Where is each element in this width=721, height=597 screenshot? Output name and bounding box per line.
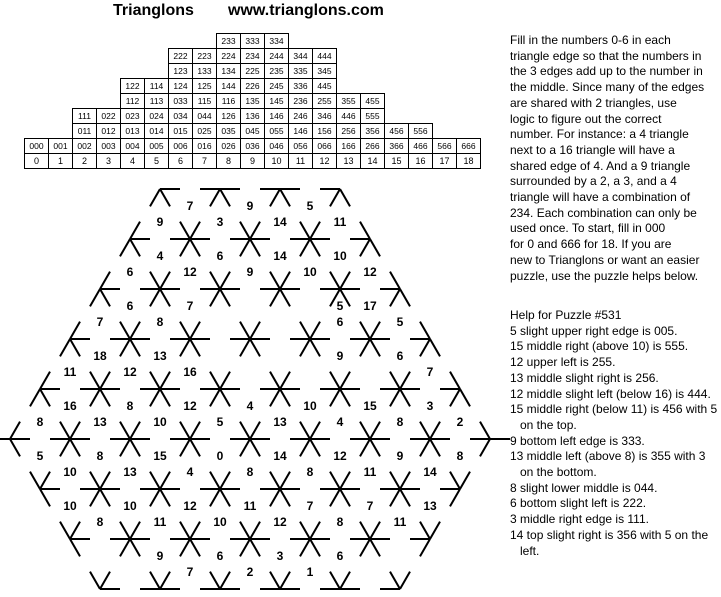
sum-cell: 4 — [121, 154, 145, 169]
help-item: 15 middle right (above 10) is 555. — [510, 339, 689, 354]
combo-cell: 014 — [145, 124, 169, 139]
lattice-node — [30, 372, 60, 407]
combo-cell: 012 — [97, 124, 121, 139]
lattice-node — [200, 189, 240, 206]
lattice-node — [230, 222, 270, 257]
lattice-node — [140, 572, 180, 589]
lattice-node — [320, 572, 360, 589]
lattice-node — [410, 522, 440, 557]
triangle-number[interactable]: 11 — [393, 515, 407, 529]
triangle-number[interactable]: 8 — [96, 515, 104, 529]
lattice-node — [380, 372, 420, 407]
triangle-number[interactable]: 12 — [123, 365, 137, 379]
help-item: 12 upper left is 255. — [510, 355, 616, 370]
help-title: Help for Puzzle #531 — [510, 308, 622, 322]
triangle-number[interactable]: 4 — [186, 465, 194, 479]
lattice-node — [80, 372, 120, 407]
combo-cell: 004 — [121, 139, 145, 154]
combo-cell: 000 — [25, 139, 49, 154]
triangle-number[interactable]: 6 — [396, 349, 404, 363]
combo-cell: 044 — [193, 109, 217, 124]
lattice-node — [260, 272, 300, 307]
lattice-node — [0, 422, 30, 457]
sum-cell: 15 — [385, 154, 409, 169]
triangle-number[interactable]: 3 — [276, 549, 284, 563]
triangle-number[interactable]: 12 — [333, 449, 347, 463]
help-item: 6 bottom slight left is 222. — [510, 496, 647, 511]
lattice-node — [230, 322, 270, 357]
combo-cell: 035 — [217, 124, 241, 139]
instructions-text — [510, 33, 718, 284]
help-item: 5 slight upper right edge is 005. — [510, 323, 678, 338]
combo-cell: 036 — [241, 139, 265, 154]
sum-cell: 0 — [25, 154, 49, 169]
triangle-number[interactable]: 7 — [186, 299, 194, 313]
sum-cell: 11 — [289, 154, 313, 169]
combo-cell: 234 — [241, 49, 265, 64]
lattice-node — [230, 422, 270, 457]
sum-cell: 8 — [217, 154, 241, 169]
triangle-number[interactable]: 11 — [243, 499, 257, 513]
lattice-node — [60, 322, 90, 357]
triangle-number[interactable]: 9 — [396, 449, 404, 463]
combo-cell: 345 — [313, 64, 337, 79]
instruction-line: logic to figure out the correct — [510, 111, 662, 126]
lattice-node — [350, 422, 390, 457]
combo-cell: 006 — [169, 139, 193, 154]
lattice-node — [410, 422, 450, 457]
lattice-node — [170, 322, 210, 357]
combo-cell: 136 — [241, 109, 265, 124]
triangle-number[interactable]: 16 — [183, 365, 197, 379]
sum-cell: 2 — [73, 154, 97, 169]
lattice-node — [290, 322, 330, 357]
lattice-node — [230, 522, 270, 557]
lattice-node — [50, 422, 90, 457]
sum-cell: 1 — [49, 154, 73, 169]
lattice-node — [110, 322, 150, 357]
instruction-line: for 0 and 666 for 18. If you are — [510, 237, 672, 252]
combo-cell: 026 — [217, 139, 241, 154]
triangle-number[interactable]: 14 — [273, 215, 287, 229]
sum-cell: 17 — [433, 154, 457, 169]
combo-cell: 112 — [121, 94, 145, 109]
instruction-line: triangle edge so that the numbers in — [510, 48, 702, 63]
sum-cell: 12 — [313, 154, 337, 169]
lattice-node — [90, 572, 120, 589]
combo-cell: 366 — [385, 139, 409, 154]
help-item: 8 slight lower middle is 044. — [510, 480, 658, 495]
triangle-number[interactable]: 10 — [333, 249, 347, 263]
page-title: Trianglons — [113, 2, 194, 19]
combo-cell: 235 — [265, 64, 289, 79]
sum-cell: 7 — [193, 154, 217, 169]
lattice-node — [440, 372, 470, 407]
instruction-line: the middle. Since many of the edges — [510, 80, 705, 95]
triangle-number[interactable]: 7 — [186, 565, 194, 579]
help-item: 14 top slight right is 356 with 5 on the left. — [510, 527, 709, 558]
combo-cell: 244 — [265, 49, 289, 64]
triangle-number[interactable]: 10 — [63, 499, 77, 513]
triangle-number[interactable]: 6 — [336, 315, 344, 329]
combo-cell: 115 — [193, 94, 217, 109]
triangle-number[interactable]: 11 — [63, 365, 77, 379]
triangle-number[interactable]: 11 — [333, 215, 347, 229]
combo-cell: 123 — [169, 64, 193, 79]
combo-cell: 116 — [217, 94, 241, 109]
triangle-number[interactable]: 9 — [156, 215, 164, 229]
triangle-number[interactable]: 6 — [126, 299, 134, 313]
combo-cell: 556 — [409, 124, 433, 139]
lattice-node — [170, 422, 210, 457]
combo-cell: 001 — [49, 139, 73, 154]
instruction-line: new to Trianglons or want an easier — [510, 252, 700, 267]
combo-cell: 445 — [313, 79, 337, 94]
triangle-number[interactable]: 6 — [336, 549, 344, 563]
combo-cell: 003 — [97, 139, 121, 154]
lattice-node — [170, 522, 210, 557]
combo-cell: 336 — [289, 79, 313, 94]
combo-cell: 002 — [73, 139, 97, 154]
site-url[interactable]: www.trianglons.com — [228, 2, 384, 19]
triangle-number[interactable]: 10 — [153, 415, 167, 429]
combo-cell: 016 — [193, 139, 217, 154]
combo-cell: 015 — [169, 124, 193, 139]
combo-cell: 256 — [337, 124, 361, 139]
lattice-node — [380, 572, 410, 589]
combo-cell: 125 — [193, 79, 217, 94]
sum-cell: 3 — [97, 154, 121, 169]
triangle-number[interactable]: 5 — [216, 415, 224, 429]
sum-cell: 5 — [145, 154, 169, 169]
combo-cell: 245 — [265, 79, 289, 94]
triangle-number[interactable]: 11 — [153, 515, 167, 529]
triangle-number[interactable]: 12 — [363, 265, 377, 279]
lattice-node — [200, 472, 240, 507]
triangle-number[interactable]: 8 — [456, 449, 464, 463]
help-item: 13 middle left (above 8) is 355 with 3 on the bottom. — [510, 449, 706, 480]
combo-cell: 225 — [241, 64, 265, 79]
combo-cell: 156 — [313, 124, 337, 139]
lattice-node — [60, 522, 90, 557]
combo-cell: 022 — [97, 109, 121, 124]
combo-cell: 266 — [361, 139, 385, 154]
triangle-number[interactable]: 7 — [96, 315, 104, 329]
triangle-number[interactable]: 13 — [273, 415, 287, 429]
triangle-number[interactable]: 14 — [423, 465, 437, 479]
lattice-node — [410, 322, 440, 357]
triangle-number[interactable]: 8 — [306, 465, 314, 479]
combo-cell: 446 — [337, 109, 361, 124]
lattice-node — [260, 189, 300, 206]
triangle-number[interactable]: 12 — [183, 399, 197, 413]
instruction-line: used once. To start, fill in 000 — [510, 221, 666, 236]
lattice-node — [260, 372, 300, 407]
combo-cell: 246 — [289, 109, 313, 124]
triangle-number[interactable]: 8 — [96, 449, 104, 463]
triangle-number[interactable]: 4 — [156, 249, 164, 263]
lattice-node — [170, 222, 210, 257]
combo-cell: 024 — [145, 109, 169, 124]
combo-cell: 236 — [289, 94, 313, 109]
triangle-number[interactable]: 11 — [363, 465, 377, 479]
help-panel — [510, 308, 718, 559]
lattice-node — [320, 472, 360, 507]
triangle-number[interactable]: 5 — [306, 199, 314, 213]
triangle-number[interactable]: 5 — [36, 449, 44, 463]
instruction-line: number. For instance: a 4 triangle — [510, 127, 689, 142]
triangle-number[interactable]: 5 — [336, 299, 344, 313]
triangle-number[interactable]: 13 — [423, 499, 437, 513]
lattice-node — [260, 472, 300, 507]
sum-cell: 16 — [409, 154, 433, 169]
triangle-number[interactable]: 12 — [183, 265, 197, 279]
combo-cell: 114 — [145, 79, 169, 94]
lattice-node — [290, 522, 330, 557]
combo-cell: 233 — [217, 34, 241, 49]
lattice-node — [110, 522, 150, 557]
combo-cell: 133 — [193, 64, 217, 79]
combo-cell: 555 — [361, 109, 385, 124]
combo-cell: 146 — [289, 124, 313, 139]
lattice-node — [200, 572, 240, 589]
triangle-number[interactable]: 9 — [336, 349, 344, 363]
combo-cell: 111 — [73, 109, 97, 124]
lattice-node — [120, 222, 150, 257]
combo-cell: 346 — [313, 109, 337, 124]
lattice-node — [440, 472, 470, 507]
lattice-node — [200, 372, 240, 407]
lattice-node — [150, 189, 180, 206]
combo-cell: 223 — [193, 49, 217, 64]
instruction-line: shared edge of 4. And a 9 triangle — [510, 158, 691, 173]
triangle-number[interactable]: 16 — [63, 399, 77, 413]
combo-cell: 066 — [313, 139, 337, 154]
triangle-number[interactable]: 7 — [306, 499, 314, 513]
combo-cell: 134 — [217, 64, 241, 79]
triangle-number[interactable]: 6 — [126, 265, 134, 279]
combo-cell: 226 — [241, 79, 265, 94]
triangle-number[interactable]: 1 — [306, 565, 314, 579]
combo-cell: 144 — [217, 79, 241, 94]
triangle-number[interactable]: 8 — [336, 515, 344, 529]
lattice-node — [260, 572, 300, 589]
sum-cell: 10 — [265, 154, 289, 169]
triangle-number[interactable]: 8 — [396, 415, 404, 429]
lattice-node — [140, 272, 180, 307]
lattice-node — [30, 472, 60, 507]
triangle-number[interactable]: 18 — [93, 349, 107, 363]
combo-cell: 344 — [289, 49, 313, 64]
combo-cell: 056 — [289, 139, 313, 154]
triangle-number[interactable]: 15 — [153, 449, 167, 463]
help-item: 12 middle slight left (below 16) is 444. — [510, 386, 711, 401]
triangle-number[interactable]: 7 — [186, 199, 194, 213]
combo-cell: 113 — [145, 94, 169, 109]
combo-cell: 135 — [241, 94, 265, 109]
lattice-node — [350, 522, 390, 557]
triangle-number[interactable]: 13 — [153, 349, 167, 363]
sum-cell: 6 — [169, 154, 193, 169]
instruction-line: triangle will have a combination of — [510, 190, 691, 205]
triangle-number[interactable]: 6 — [216, 549, 224, 563]
triangle-number[interactable]: 8 — [156, 315, 164, 329]
combo-cell: 055 — [265, 124, 289, 139]
combo-cell: 222 — [169, 49, 193, 64]
instruction-line: next to a 16 triangle will have a — [510, 142, 675, 157]
combo-cell: 456 — [385, 124, 409, 139]
sum-cell: 18 — [457, 154, 481, 169]
triangle-number[interactable]: 14 — [273, 449, 287, 463]
triangle-number[interactable]: 10 — [63, 465, 77, 479]
instruction-line: are shared with 2 triangles, use — [510, 95, 677, 110]
combo-cell: 355 — [337, 94, 361, 109]
triangle-number[interactable]: 13 — [123, 465, 137, 479]
combo-cell: 145 — [265, 94, 289, 109]
combo-cell: 023 — [121, 109, 145, 124]
triangle-number[interactable]: 0 — [216, 449, 224, 463]
triangle-number[interactable]: 14 — [273, 249, 287, 263]
combo-cell: 126 — [217, 109, 241, 124]
combo-cell: 025 — [193, 124, 217, 139]
triangle-number[interactable]: 10 — [303, 265, 317, 279]
combo-cell: 356 — [361, 124, 385, 139]
triangle-number[interactable]: 7 — [426, 365, 434, 379]
combo-cell: 034 — [169, 109, 193, 124]
lattice-node — [80, 472, 120, 507]
triangle-number[interactable]: 8 — [246, 465, 254, 479]
triangle-number[interactable]: 4 — [246, 399, 254, 413]
lattice-node — [140, 472, 180, 507]
help-item: 15 middle right (below 11) is 456 with 5 on the top. — [510, 402, 718, 432]
triangle-number[interactable]: 7 — [366, 499, 374, 513]
triangle-number[interactable]: 12 — [273, 515, 287, 529]
help-item: 9 bottom left edge is 333. — [510, 433, 645, 448]
instruction-line: puzzle, use the puzzle helps below. — [510, 268, 699, 283]
triangle-number[interactable]: 4 — [336, 415, 344, 429]
sum-cell: 13 — [337, 154, 361, 169]
lattice-node — [350, 222, 380, 257]
lattice-node — [290, 422, 330, 457]
triangle-number[interactable]: 3 — [426, 399, 434, 413]
combo-cell: 122 — [121, 79, 145, 94]
triangle-number[interactable]: 6 — [216, 249, 224, 263]
triangle-number[interactable]: 17 — [363, 299, 377, 313]
instruction-line: Fill in the numbers 0-6 in each — [510, 33, 671, 47]
combo-cell: 011 — [73, 124, 97, 139]
sum-cell: 14 — [361, 154, 385, 169]
triangle-number[interactable]: 10 — [303, 399, 317, 413]
lattice-node — [380, 272, 410, 307]
triangle-number[interactable]: 10 — [213, 515, 227, 529]
combo-cell: 046 — [265, 139, 289, 154]
help-item: 3 middle right edge is 111. — [510, 512, 649, 527]
combo-cell: 033 — [169, 94, 193, 109]
lattice-node — [90, 272, 120, 307]
combo-cell: 255 — [313, 94, 337, 109]
triangle-number[interactable]: 5 — [396, 315, 404, 329]
triangle-number[interactable]: 15 — [363, 399, 377, 413]
triangle-number[interactable]: 9 — [156, 549, 164, 563]
instruction-line: 234. Each combination can only be — [510, 205, 697, 220]
sum-cell: 9 — [241, 154, 265, 169]
triangle-number[interactable]: 8 — [36, 415, 44, 429]
combo-cell: 334 — [265, 34, 289, 49]
triangle-number[interactable]: 13 — [93, 415, 107, 429]
instruction-line: surrounded by a 2, a 3, and a 4 — [510, 174, 677, 189]
combo-cell: 335 — [289, 64, 313, 79]
combo-cell: 224 — [217, 49, 241, 64]
lattice-node — [200, 272, 240, 307]
lattice-node — [350, 322, 390, 357]
combo-cell: 566 — [433, 139, 457, 154]
combo-cell: 146 — [265, 109, 289, 124]
lattice-node — [140, 372, 180, 407]
combo-cell: 455 — [361, 94, 385, 109]
triangle-number[interactable]: 2 — [246, 565, 254, 579]
triangle-number[interactable]: 8 — [126, 399, 134, 413]
triangle-number[interactable]: 12 — [183, 499, 197, 513]
combo-cell: 444 — [313, 49, 337, 64]
combo-cell: 005 — [145, 139, 169, 154]
triangle-number[interactable]: 9 — [246, 265, 254, 279]
instruction-line: the 3 edges add up to the number in — [510, 64, 703, 79]
combo-cell: 166 — [337, 139, 361, 154]
lattice-node — [110, 422, 150, 457]
lattice-node — [470, 422, 510, 457]
triangle-number[interactable]: 3 — [216, 215, 224, 229]
lattice-node — [290, 222, 330, 257]
combo-cell: 466 — [409, 139, 433, 154]
combo-cell: 045 — [241, 124, 265, 139]
lattice-node — [320, 189, 350, 206]
lattice-node — [380, 472, 420, 507]
combo-cell: 666 — [457, 139, 481, 154]
lattice-node — [320, 372, 360, 407]
triangle-number[interactable]: 2 — [456, 415, 464, 429]
help-item: 13 middle slight right is 256. — [510, 370, 659, 385]
triangle-number[interactable]: 9 — [246, 199, 254, 213]
combo-cell: 333 — [241, 34, 265, 49]
triangle-number[interactable]: 10 — [123, 499, 137, 513]
combo-cell: 124 — [169, 79, 193, 94]
combo-cell: 013 — [121, 124, 145, 139]
